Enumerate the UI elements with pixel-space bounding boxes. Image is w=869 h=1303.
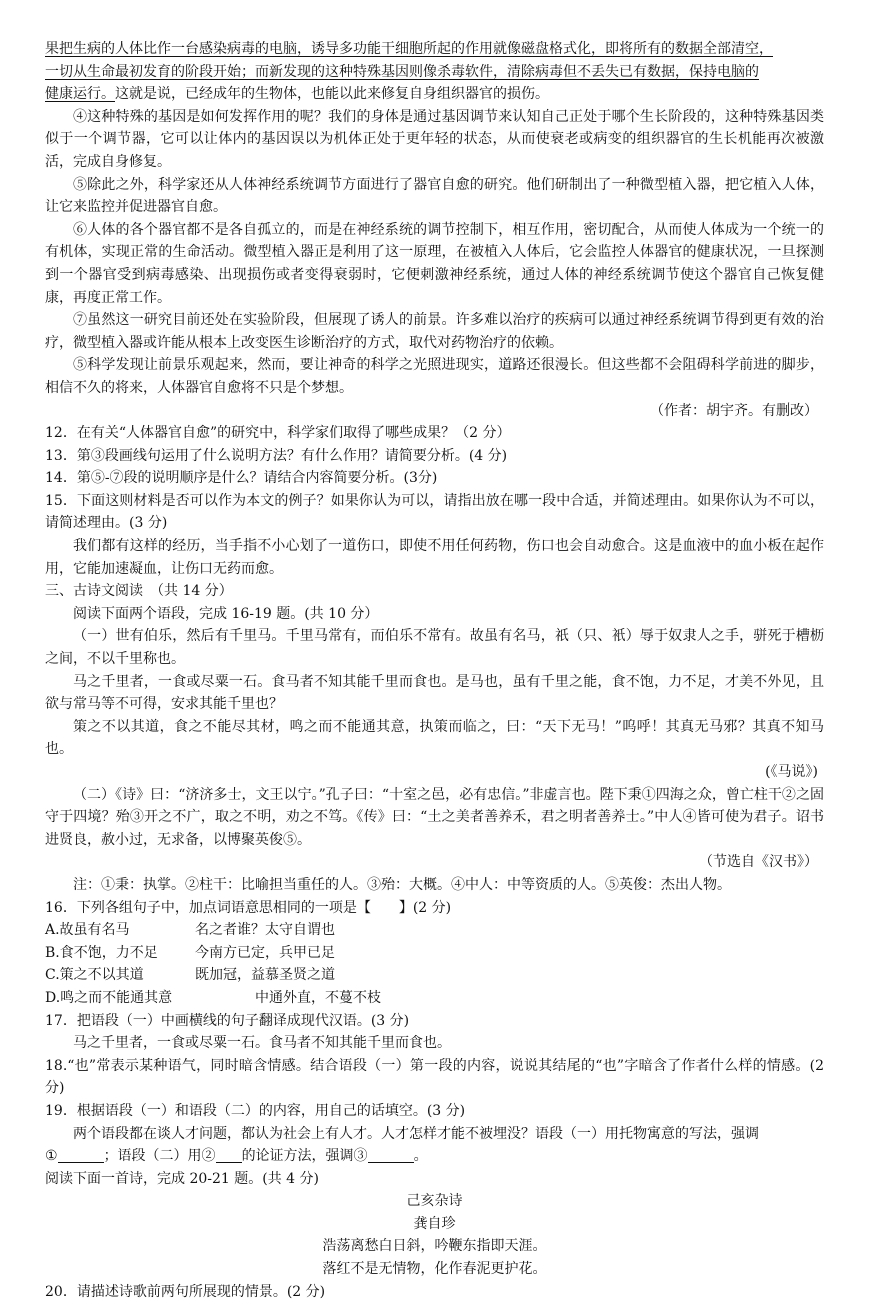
passage-line-3: 健康运行。这就是说，已经成年的生物体，也能以此来修复自身组织器官的损伤。 <box>45 86 549 103</box>
section-3-intro: 阅读下面两个语段，完成 16-19 题。(共 10 分） <box>73 605 379 622</box>
question-19-fill-in: 两个语段都在谈人才问题，都认为社会上有人才。人才怎样才能不被埋没？语段（一）用托物寓意的写法，强调 <box>73 1125 759 1142</box>
question-14: 14．第⑤-⑦段的说明顺序是什么？请结合内容简要分析。(3分) <box>45 470 438 487</box>
poem-intro: 阅读下面一首诗，完成 20-21 题。(共 4 分) <box>45 1170 319 1187</box>
option-b: B.食不饱，力不足 今南方已定，兵甲已足 <box>45 944 335 961</box>
article-source: （作者：胡宇齐。有删改） <box>650 402 818 419</box>
question-15-material: 我们都有这样的经历，当手指不小心划了一道伤口，即使不用任何药物，伤口也会自动愈合。这是血液中的血小板在起作用，它能加速凝血，让伤口无药而愈。 <box>45 538 824 577</box>
option-a: A.故虽有名马 名之者谁？太守自谓也 <box>45 922 335 939</box>
paragraph-8: ⑤科学发现让前景乐观起来，然而，要让神奇的科学之光照进现实，道路还很漫长。但这些都不会阻碍科学前进的脚步，相信不久的将来，人体器官自愈将不只是个梦想。 <box>45 357 824 396</box>
question-15: 15．下面这则材料是否可以作为本文的例子？如果你认为可以，请指出放在哪一段中合适，并简述理由。如果你认为不可以，请简述理由。(3 分) <box>45 492 824 532</box>
question-18: 18.“也”常表示某种语气，同时暗含情感。结合语段（一）第一段的内容，说说其结尾的“也”字暗含了作者什么样的情感。(2 分) <box>45 1057 824 1097</box>
answer-blank-3[interactable] <box>368 1146 414 1163</box>
section-3-heading: 三、古诗文阅读 （共 14 分） <box>45 583 233 600</box>
question-12: 12．在有关“人体器官自愈”的研究中，科学家们取得了哪些成果？（2 分） <box>45 425 511 442</box>
paragraph-4: ④这种特殊的基因是如何发挥作用的呢？我们的身体是通过基因调节来认知自己正处于哪个生长阶段的，这种特殊基因类似于一个调节器，它可以让体内的基因误以为机体正处于更年轻的状态，从而使衰老或病变的组织器官的生长机能再次被激活，完成自身修复。 <box>45 108 824 170</box>
answer-blank-1[interactable] <box>58 1146 104 1163</box>
passage-underlined-line-1: 果把生病的人体比作一台感染病毒的电脑，诱导多功能干细胞所起的作用就像磁盘格式化，即将所有的数据全部清空， <box>45 41 773 57</box>
classical-text-1-para-3: 策之不以其道，食之不能尽其材，鸣之而不能通其意，执策而临之，曰：“天下无马！”呜呼！其真无马邪？其真不知马也。 <box>45 718 824 758</box>
answer-blank-2[interactable] <box>216 1146 242 1163</box>
question-19-blanks: ① ；语段（二）用② 的论证方法，强调③ 。 <box>45 1148 428 1165</box>
option-c: C.策之不以其道 既加冠，益慕圣贤之道 <box>45 967 335 984</box>
question-19: 19．根据语段（一）和语段（二）的内容，用自己的话填空。(3 分) <box>45 1102 466 1119</box>
paragraph-7: ⑦虽然这一研究目前还处在实验阶段，但展现了诱人的前景。许多难以治疗的疾病可以通过神经系统调节得到更有效的治疗，微型植入器或许能从根本上改变医生诊断治疗的方式，取代对药物治疗的依赖。 <box>45 312 824 351</box>
paragraph-6: ⑥人体的各个器官都不是各自孤立的，而是在神经系统的调节控制下，相互作用，密切配合，从而使人体成为一个统一的有机体，实现正常的生命活动。微型植入器正是利用了这一原理，在被植入人体后，它会监控人体器官的健康状况，一旦探测到一个器官受到病毒感染、出现损伤或者变得衰弱时，它便刺激神经系统，通过人体的神经系统调节使这个器官自己恢复健康，再度正常工作。 <box>45 221 824 306</box>
option-d: D.鸣之而不能通其意 中通外直，不蔓不枝 <box>45 989 381 1006</box>
question-17: 17．把语段（一）中画横线的句子翻译成现代汉语。(3 分) <box>45 1012 410 1029</box>
classical-text-2: （二）《诗》曰：“济济多士，文王以宁。”孔子曰：“十室之邑，必有忠信。”非虚言也。陛下秉①四海之众，曾亡柱干②之固守于四境？殆③开之不广，取之不明，劝之不笃。《传》曰：“土之美者善养禾，君之明者善养士。”中人④皆可使为君子。诏书进贤良，赦小过，无求备，以博聚英俊⑤。 <box>45 786 824 848</box>
classical-text-2-source: （节选自《汉书》） <box>699 854 818 871</box>
annotation-notes: 注：①秉：执掌。②柱干：比喻担当重任的人。③殆：大概。④中人：中等资质的人。⑤英俊：杰出人物。 <box>73 876 731 893</box>
paragraph-5: ⑤除此之外，科学家还从人体神经系统调节方面进行了器官自愈的研究。他们研制出了一种微型植入器，把它植入人体，让它来监控并促进器官自愈。 <box>45 176 824 216</box>
question-16: 16．下列各组句子中，加点词语意思相同的一项是【 】(2 分) <box>45 899 452 916</box>
question-13: 13．第③段画线句运用了什么说明方法？有什么作用？请简要分析。(4 分) <box>45 447 508 464</box>
poem-line-1: 浩荡离愁白日斜，吟鞭东指即天涯。 <box>322 1238 547 1255</box>
poem-author: 龚自珍 <box>413 1215 456 1232</box>
poem-line-2: 落红不是无情物，化作春泥更护花。 <box>322 1261 547 1278</box>
classical-text-1-para-2: 马之千里者，一食或尽粟一石。食马者不知其能千里而食也。是马也，虽有千里之能，食不饱，力不足，才美不外见，且欲与常马等不可得，安求其能千里也？ <box>45 673 824 713</box>
classical-text-1-source: (《马说》) <box>765 764 818 780</box>
poem-title: 己亥杂诗 <box>406 1193 463 1210</box>
question-20: 20．请描述诗歌前两句所展现的情景。(2 分) <box>45 1283 326 1300</box>
question-17-sentence: 马之千里者，一食或尽粟一石。食马者不知其能千里而食也。 <box>73 1035 451 1052</box>
passage-underlined-line-2: 一切从生命最初发育的阶段开始；而新发现的这种特殊基因则像杀毒软件，清除病毒但不丢失已有数据，保持电脑的 <box>45 63 759 80</box>
classical-text-1-para-1: （一）世有伯乐，然后有千里马。千里马常有，而伯乐不常有。故虽有名马，祇（只、衹）辱于奴隶人之手，骈死于槽枥之间，不以千里称也。 <box>45 628 824 668</box>
